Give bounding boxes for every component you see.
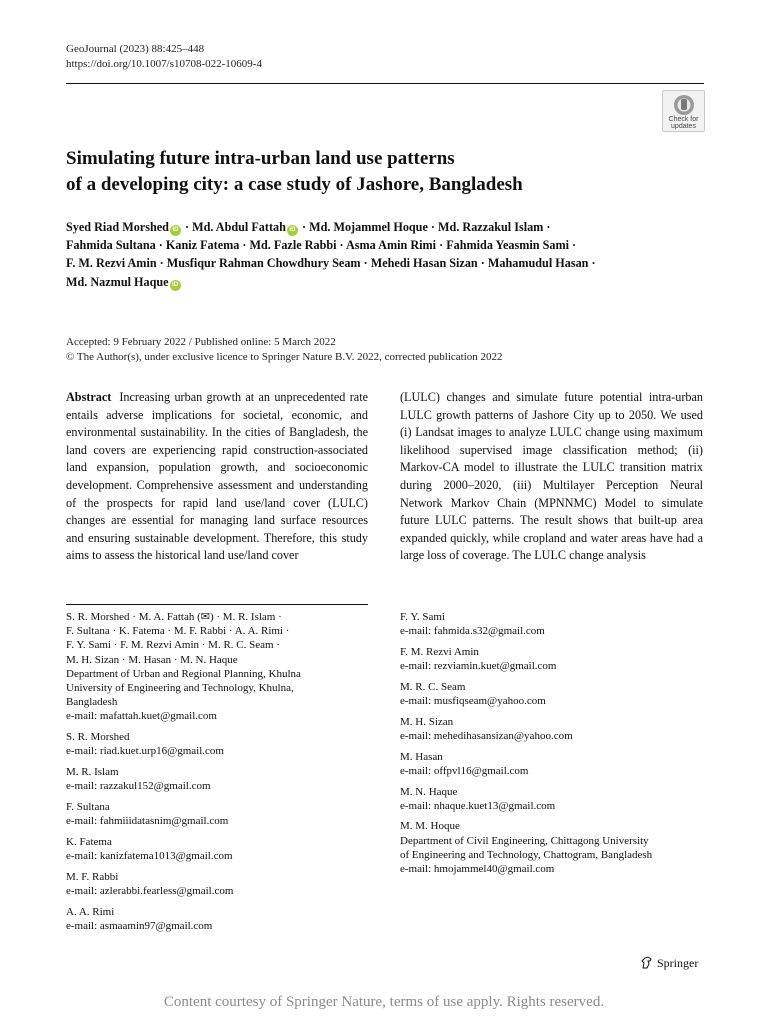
journal-reference: GeoJournal (2023) 88:425–448	[66, 43, 205, 55]
publisher-logo	[640, 955, 698, 971]
affiliation-block	[400, 680, 703, 708]
badge-line-2: updates	[671, 123, 696, 130]
affiliation-block	[66, 905, 368, 933]
accepted-published: Accepted: 9 February 2022 / Published online: 5 March 2022	[66, 336, 336, 348]
author-list	[66, 218, 686, 291]
affiliation-line: M. R. Islam	[66, 766, 119, 779]
email-line[interactable]: e-mail: asmaamin97@gmail.com	[66, 919, 213, 932]
authors-line-1	[66, 218, 686, 236]
email-line[interactable]: e-mail: musfiqseam@yahoo.com	[400, 695, 546, 708]
author-morshed: Syed Riad Morshed	[66, 220, 169, 234]
title-line-2: of a developing city: a case study of Jashore, Bangladesh	[66, 174, 523, 195]
affiliation-line: M. Hasan	[400, 750, 443, 763]
affiliation-block	[400, 750, 703, 778]
email-line[interactable]: e-mail: rezviamin.kuet@gmail.com	[400, 660, 557, 673]
affiliation-line: F. Sultana · K. Fatema · M. F. Rabbi · A. A. Rimi ·	[66, 625, 290, 638]
affiliation-line: of Engineering and Technology, Chattogram, Bangladesh	[400, 848, 653, 861]
email-line[interactable]: e-mail: offpvl16@gmail.com	[400, 764, 529, 777]
affiliation-block	[66, 610, 368, 724]
copyright-notice: © The Author(s), under exclusive licence to Springer Nature B.V. 2022, corrected publication 2022	[66, 350, 503, 363]
badge-line-1: Check for	[668, 116, 699, 123]
affiliation-block	[400, 645, 703, 673]
paper-title	[66, 146, 686, 198]
affiliation-block	[400, 785, 703, 813]
affiliations-left	[66, 610, 368, 940]
author-fattah: · Md. Abdul Fattah	[181, 220, 286, 234]
affiliation-block	[400, 610, 703, 638]
affiliation-line: F. Y. Sami · F. M. Rezvi Amin · M. R. C. Seam ·	[66, 639, 280, 652]
publication-dates	[66, 335, 503, 364]
affiliation-line: Bangladesh	[66, 696, 118, 709]
check-for-updates-badge[interactable]	[662, 90, 705, 132]
orcid-icon[interactable]: iD	[170, 225, 181, 236]
authors-line-4	[66, 273, 686, 291]
affiliation-line: S. R. Morshed · M. A. Fattah (✉) · M. R. Islam ·	[66, 611, 282, 623]
abstract-left-column	[66, 389, 368, 565]
email-line[interactable]: e-mail: mafattah.kuet@gmail.com	[66, 710, 217, 723]
springer-horse-icon	[640, 956, 653, 969]
affiliation-block	[66, 765, 368, 793]
email-line[interactable]: e-mail: razzakul152@gmail.com	[66, 780, 211, 793]
email-line[interactable]: e-mail: kanizfatema1013@gmail.com	[66, 850, 233, 863]
orcid-icon[interactable]: iD	[170, 280, 181, 291]
email-line[interactable]: e-mail: fahmida.s32@gmail.com	[400, 625, 545, 638]
affiliation-line: Department of Civil Engineering, Chittagong University	[400, 834, 649, 847]
courtesy-footer: Content courtesy of Springer Nature, terms of use apply. Rights reserved.	[163, 994, 605, 1010]
affiliation-block	[66, 835, 368, 863]
authors-line-1-rest: · Md. Mojammel Hoque · Md. Razzakul Islam ·	[298, 220, 551, 234]
affiliation-line: F. M. Rezvi Amin	[400, 645, 479, 658]
affiliation-block	[400, 819, 703, 876]
affiliation-block	[66, 800, 368, 828]
affiliation-line: K. Fatema	[66, 835, 112, 848]
abstract-left-text: Increasing urban growth at an unprecedented rate entails adverse implications for societal, economic, and environmental sustainability. In the cities of Bangladesh, the land covers are experiencing rapid construction-associated land expansion, population growth, and socioeconomic development. Comprehensive assessment and understanding of the prospects for rapid land use/land cover (LULC) changes are essential for managing land surface resources and ensuring sustainable development. Therefore, this study aims to assess the historical land use/land cover	[66, 390, 368, 563]
email-line[interactable]: e-mail: mehedihasansizan@yahoo.com	[400, 729, 573, 742]
title-line-1: Simulating future intra-urban land use patterns	[66, 148, 455, 169]
doi-link[interactable]: https://doi.org/10.1007/s10708-022-10609-4	[66, 58, 262, 70]
email-line[interactable]: e-mail: hmojammel40@gmail.com	[400, 863, 555, 876]
affiliation-line: M. R. C. Seam	[400, 680, 466, 693]
affiliation-line: F. Y. Sami	[400, 611, 445, 623]
affiliation-line: University of Engineering and Technology, Khulna,	[66, 682, 294, 695]
abstract-right-column	[400, 389, 703, 565]
affiliations-right	[400, 610, 703, 883]
affiliation-line: M. H. Sizan	[400, 715, 454, 728]
affiliation-line: M. F. Rabbi	[66, 870, 119, 883]
affiliation-line: S. R. Morshed	[66, 731, 130, 744]
orcid-icon[interactable]: iD	[287, 225, 298, 236]
email-line[interactable]: e-mail: nhaque.kuet13@gmail.com	[400, 799, 556, 812]
journal-header	[66, 42, 262, 72]
header-rule	[66, 83, 704, 84]
affiliation-block	[66, 730, 368, 758]
email-line[interactable]: e-mail: azlerabbi.fearless@gmail.com	[66, 884, 234, 897]
affiliation-line: M. M. Hoque	[400, 820, 460, 833]
affiliation-line: M. H. Sizan · M. Hasan · M. N. Haque	[66, 653, 238, 666]
authors-line-2: Fahmida Sultana · Kaniz Fatema · Md. Fazle Rabbi · Asma Amin Rimi · Fahmida Yeasmin Sami ·	[66, 238, 577, 253]
affiliation-line: M. N. Haque	[400, 785, 458, 798]
affiliation-block	[400, 715, 703, 743]
affiliation-line: A. A. Rimi	[66, 905, 115, 918]
author-haque: Md. Nazmul Haque	[66, 274, 169, 289]
affiliation-block	[66, 870, 368, 898]
affiliation-line: Department of Urban and Regional Planning, Khulna	[66, 667, 301, 680]
abstract-right-text: (LULC) changes and simulate future potential intra-urban LULC growth patterns of Jashore City up to 2050. We used (i) Landsat images to analyze LULC change using maximum likelihood supervised image classification method; (ii) Markov-CA model to illustrate the LULC transition matrix during 2000–2020, (iii) Multilayer Perception Neural Network Markov Chain (MPNNMC) Model to simulate future LULC patterns. The result shows that built-up area expanded quickly, while cropland and water areas have had a large loss of coverage. The LULC change analysis	[400, 390, 703, 563]
abstract-heading: Abstract	[66, 390, 112, 404]
check-for-updates-icon	[673, 94, 695, 116]
footnote-rule	[66, 604, 368, 605]
authors-line-3: F. M. Rezvi Amin · Musfiqur Rahman Chowdhury Seam · Mehedi Hasan Sizan · Mahamudul Hasan ·	[66, 256, 596, 271]
publisher-name: Springer	[657, 956, 699, 970]
email-line[interactable]: e-mail: riad.kuet.urp16@gmail.com	[66, 745, 224, 758]
affiliation-line: F. Sultana	[66, 800, 110, 813]
email-line[interactable]: e-mail: fahmiiidatasnim@gmail.com	[66, 815, 229, 828]
